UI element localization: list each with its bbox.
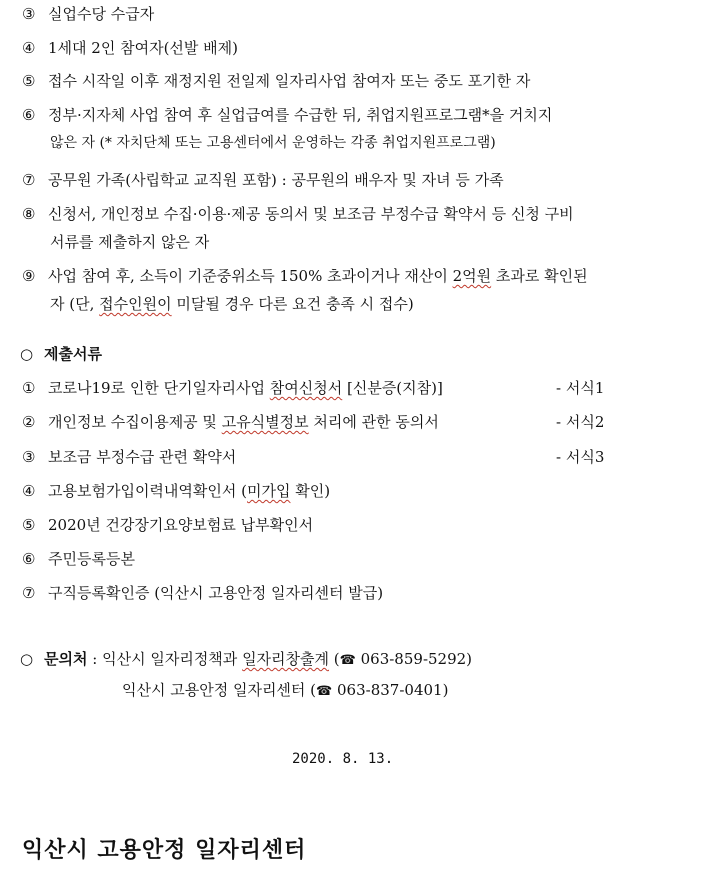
contact-line-1: [20, 649, 472, 671]
contact-text-c: (: [329, 650, 340, 668]
criteria-item-8-continuation: 서류를 제출하지 않은 자: [50, 233, 210, 251]
document-item-6: [22, 549, 135, 569]
spellcheck-word: 고유식별정보: [221, 413, 309, 431]
spellcheck-word: 일자리창출계: [242, 650, 330, 668]
item-text-c: [신분증(지참)]: [342, 379, 443, 397]
organization-name: 익산시 고용안정 일자리센터: [22, 837, 307, 863]
item-number: ⑤: [22, 72, 36, 90]
section-marker: ○: [20, 345, 34, 363]
item-text-a: 사업 참여 후, 소득이 기준중위소득 150% 초과이거나 재산이: [48, 267, 453, 285]
contact-label: 문의처: [44, 650, 88, 668]
item-number: ⑥: [22, 106, 36, 124]
criteria-item-8: [22, 204, 574, 224]
item-number: ⑦: [22, 584, 36, 602]
item-text-a: 개인정보 수집이용제공 및: [48, 413, 222, 431]
item-number: ③: [22, 448, 36, 466]
item-text: 실업수당 수급자: [48, 5, 155, 23]
contact-phone-2: 063-837-0401): [332, 681, 449, 699]
item-number: ⑦: [22, 171, 36, 189]
spellcheck-word: 참여신청서: [269, 379, 343, 397]
item-text: 1세대 2인 참여자(선발 배제): [48, 39, 238, 57]
criteria-item-9: [22, 266, 588, 286]
item-number: ⑥: [22, 550, 36, 568]
document-item-3: [22, 447, 236, 467]
criteria-item-6-continuation: 않은 자 (* 자치단체 또는 고용센터에서 운영하는 각종 취업지원프로그램): [50, 135, 496, 151]
criteria-item-3: [22, 4, 154, 24]
item-text: 구직등록확인증 (익산시 고용안정 일자리센터 발급): [48, 584, 384, 602]
criteria-item-5: [22, 71, 530, 91]
item-text: 2020년 건강장기요양보험료 납부확인서: [48, 516, 314, 534]
document-item-7: [22, 583, 383, 603]
item-text: 접수 시작일 이후 재정지원 전일제 일자리사업 참여자 또는 중도 포기한 자: [48, 72, 531, 90]
contact-text: 익산시 고용안정 일자리센터 (: [122, 681, 317, 699]
contact-separator: :: [92, 650, 98, 668]
item-text: 신청서, 개인정보 수집·이용·제공 동의서 및 보조금 부정수급 확약서 등 신청 구비: [48, 205, 574, 223]
form-reference-3: - 서식3: [556, 448, 605, 466]
item-number: ⑨: [22, 267, 36, 285]
item-number: ⑧: [22, 205, 36, 223]
criteria-item-7: [22, 170, 504, 190]
document-item-2: [22, 412, 439, 432]
item-number: ④: [22, 39, 36, 57]
contact-phone-1: 063-859-5292): [355, 650, 473, 668]
item-number: ⑤: [22, 516, 36, 534]
phone-icon: ☎: [339, 653, 356, 668]
contact-text-a: 익산시 일자리정책과: [102, 650, 243, 668]
form-reference-2: - 서식2: [556, 413, 605, 431]
document-item-1: [22, 378, 443, 398]
document-date: 2020. 8. 13.: [292, 751, 394, 767]
contact-line-2: [122, 680, 448, 702]
section-marker: ○: [20, 650, 34, 668]
item-text: 보조금 부정수급 관련 확약서: [48, 448, 237, 466]
criteria-item-6: [22, 105, 552, 125]
criteria-item-9-continuation: [50, 294, 414, 314]
section-title: 제출서류: [44, 345, 102, 363]
item-text: 정부·지자체 사업 참여 후 실업급여를 수급한 뒤, 취업지원프로그램*을 거치지: [48, 106, 553, 124]
spellcheck-word: 2억원: [452, 267, 492, 285]
spellcheck-word: 접수인원이: [99, 295, 172, 313]
criteria-item-4: [22, 38, 238, 58]
item-number: ①: [22, 379, 36, 397]
item-text-c: 처리에 관한 동의서: [308, 413, 439, 431]
item-text-c: 확인): [290, 482, 331, 500]
item-text-a: 코로나19로 인한 단기일자리사업: [48, 379, 270, 397]
spellcheck-word: 미가입: [247, 482, 291, 500]
phone-icon: ☎: [316, 684, 333, 699]
item-text-c: 초과로 확인된: [491, 267, 588, 285]
document-item-5: [22, 515, 313, 535]
item-number: ③: [22, 5, 36, 23]
item-text-a: 고용보험가입이력내역확인서 (: [48, 482, 247, 500]
form-reference-1: - 서식1: [556, 379, 605, 397]
item-text: 공무원 가족(사립학교 교직원 포함) : 공무원의 배우자 및 자녀 등 가족: [48, 171, 504, 189]
documents-heading: [20, 344, 102, 364]
continuation-text-c: 미달될 경우 다른 요건 충족 시 접수): [171, 295, 414, 313]
continuation-text-a: 자 (단,: [50, 295, 100, 313]
item-number: ②: [22, 413, 36, 431]
item-number: ④: [22, 482, 36, 500]
document-item-4: [22, 481, 330, 501]
item-text: 주민등록등본: [48, 550, 135, 568]
